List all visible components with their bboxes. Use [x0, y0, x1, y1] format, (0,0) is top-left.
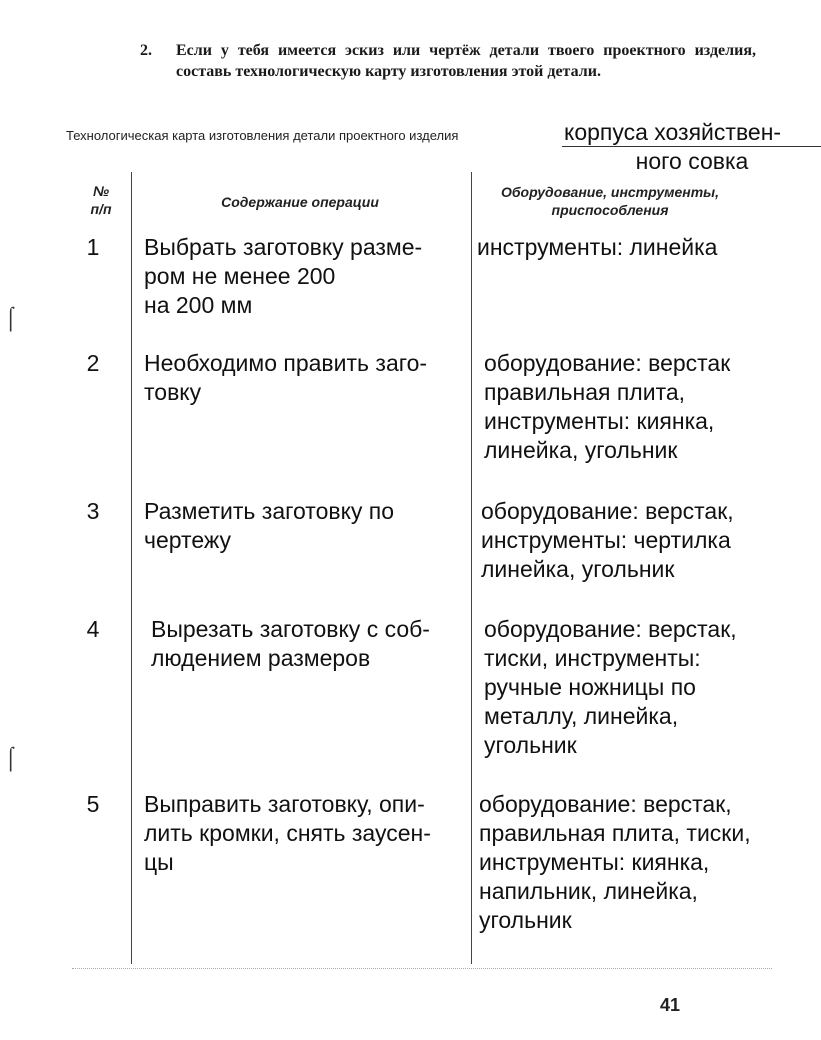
row-1-equipment: инструменты: линейка [477, 234, 718, 260]
row-3-number: 3 [86, 498, 100, 524]
heading-answer-line1: корпуса хозяйствен- [562, 118, 821, 147]
row-3-equipment: оборудование: верстак, инструменты: чертилка линейка, угольник [481, 498, 734, 582]
table-bottom-line [72, 968, 772, 969]
heading-answer-line2: ного совка [635, 148, 749, 174]
row-4-equipment: оборудование: верстак, тиски, инструменты: ручные ножницы по металлу, линейка, угольник [484, 616, 737, 758]
row-4-number: 4 [86, 616, 100, 642]
page-number: 41 [660, 995, 681, 1015]
row-4-operation: Вырезать заготовку с соб- людением размеров [151, 616, 430, 671]
header-equipment: Оборудование, инструменты, приспособления [500, 184, 720, 218]
margin-mark: ⌠ [4, 745, 18, 770]
row-5-operation: Выправить заготовку, опи- лить кромки, снять заусен- цы [144, 791, 431, 875]
row-5-number: 5 [86, 791, 100, 817]
header-number: № п/п [90, 183, 112, 217]
table-heading: Технологическая карта изготовления детали проектного изделия [66, 128, 459, 143]
heading-answer [562, 118, 821, 175]
column-divider-1 [131, 172, 132, 964]
header-operation: Содержание операции [221, 194, 379, 210]
row-1-operation: Выбрать заготовку разме- ром не менее 200 на 200 мм [144, 234, 423, 318]
row-2-operation: Необходимо править заго- товку [144, 350, 428, 405]
row-2-equipment: оборудование: верстак правильная плита, инструменты: киянка, линейка, угольник [484, 350, 731, 463]
task-text: Если у тебя имеется эскиз или чертёж детали твоего проектного изделия, составь технологическую карту изготовления этой детали. [176, 42, 756, 80]
margin-mark: ⌠ [4, 305, 18, 330]
row-2-number: 2 [86, 350, 100, 376]
row-3-operation: Разметить заготовку по чертежу [144, 498, 395, 553]
task-number: 2. [140, 42, 152, 59]
row-5-equipment: оборудование: верстак, правильная плита, тиски, инструменты: киянка, напильник, линейка, угольник [479, 791, 751, 933]
row-1-number: 1 [86, 234, 100, 260]
